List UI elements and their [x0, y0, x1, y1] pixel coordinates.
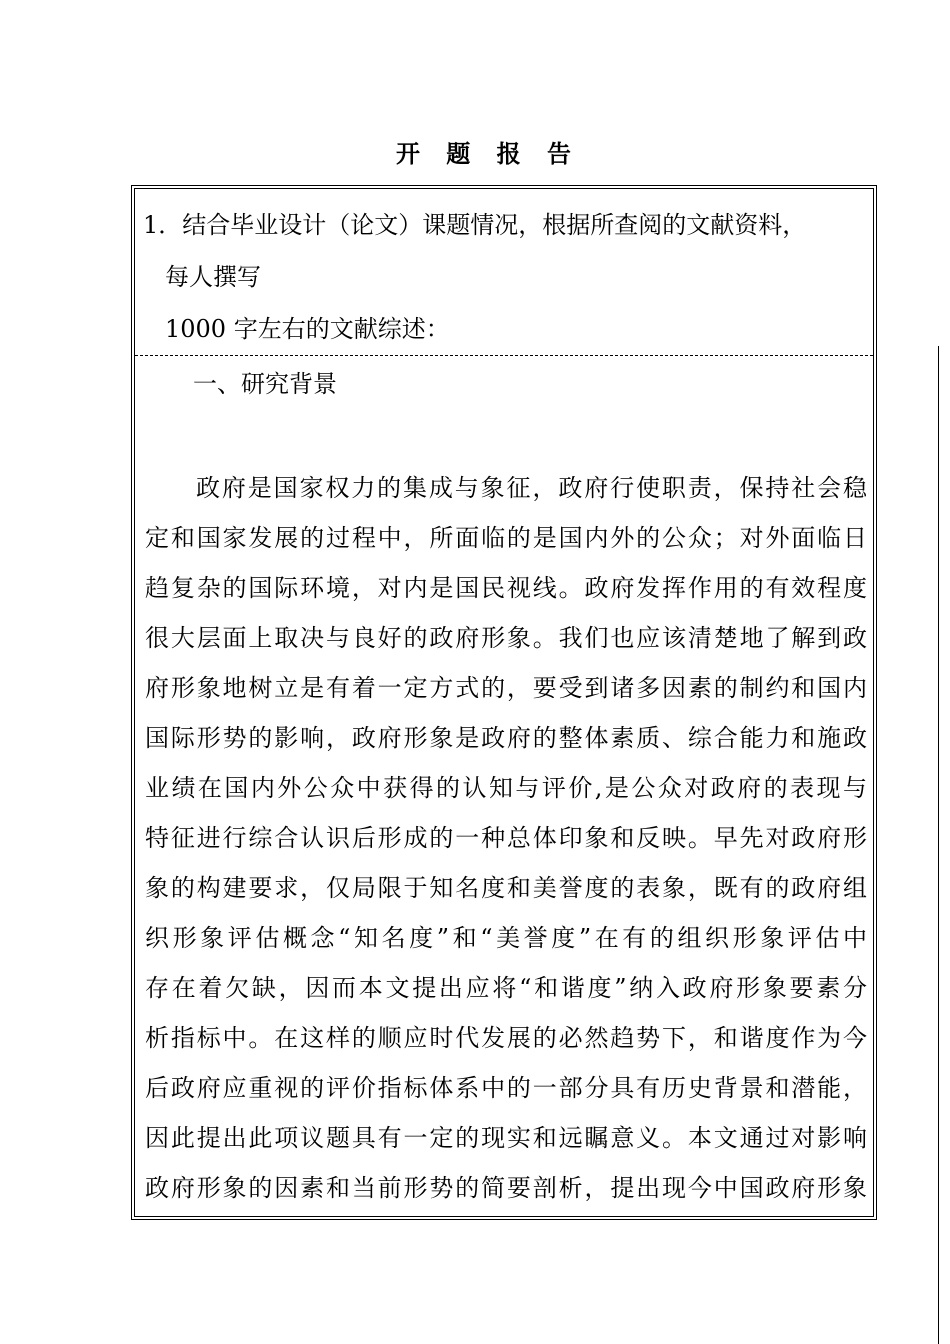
report-form-frame: [134, 188, 874, 1217]
body-line: 府形象地树立是有着一定方式的，要受到诸多因素的制约和国内: [145, 674, 867, 702]
body-line: 很大层面上取决与良好的政府形象。我们也应该清楚地了解到政: [145, 624, 867, 652]
body-paragraph: [145, 463, 867, 1213]
document-title: 开 题 报 告: [395, 140, 581, 168]
instruction-line-3: 1000 字左右的文献综述：: [165, 315, 450, 343]
body-line: 业绩在国内外公众中获得的认知与评价,是公众对政府的表现与: [145, 774, 867, 802]
page-edge-rule: [938, 346, 939, 1344]
body-line: 象的构建要求，仅局限于知名度和美誉度的表象，既有的政府组: [145, 874, 867, 902]
body-line: 因此提出此项议题具有一定的现实和远瞩意义。本文通过对影响: [145, 1124, 867, 1152]
body-line: 存在着欠缺，因而本文提出应将“和谐度”纳入政府形象要素分: [145, 974, 867, 1002]
body-line: 析指标中。在这样的顺应时代发展的必然趋势下，和谐度作为今: [145, 1024, 867, 1052]
body-line: 趋复杂的国际环境，对内是国民视线。政府发挥作用的有效程度: [145, 574, 867, 602]
instruction-line-2: 每人撰写: [165, 263, 261, 291]
body-line: 政府形象的因素和当前形势的简要剖析，提出现今中国政府形象: [145, 1174, 867, 1202]
dashed-divider: [135, 355, 873, 356]
instruction-line-1: 1．结合毕业设计（论文）课题情况，根据所查阅的文献资料，: [143, 211, 807, 239]
body-line: 定和国家发展的过程中，所面临的是国内外的公众；对外面临日: [145, 524, 867, 552]
body-line: 政府是国家权力的集成与象征，政府行使职责，保持社会稳: [196, 474, 867, 502]
body-line: 国际形势的影响，政府形象是政府的整体素质、综合能力和施政: [145, 724, 867, 752]
body-line: 后政府应重视的评价指标体系中的一部分具有历史背景和潜能，: [145, 1074, 867, 1102]
section-heading: 一、研究背景: [193, 370, 337, 398]
body-line: 特征进行综合认识后形成的一种总体印象和反映。早先对政府形: [145, 824, 867, 852]
instruction-block: [135, 199, 873, 355]
body-line: 织形象评估概念“知名度”和“美誉度”在有的组织形象评估中: [145, 924, 867, 952]
